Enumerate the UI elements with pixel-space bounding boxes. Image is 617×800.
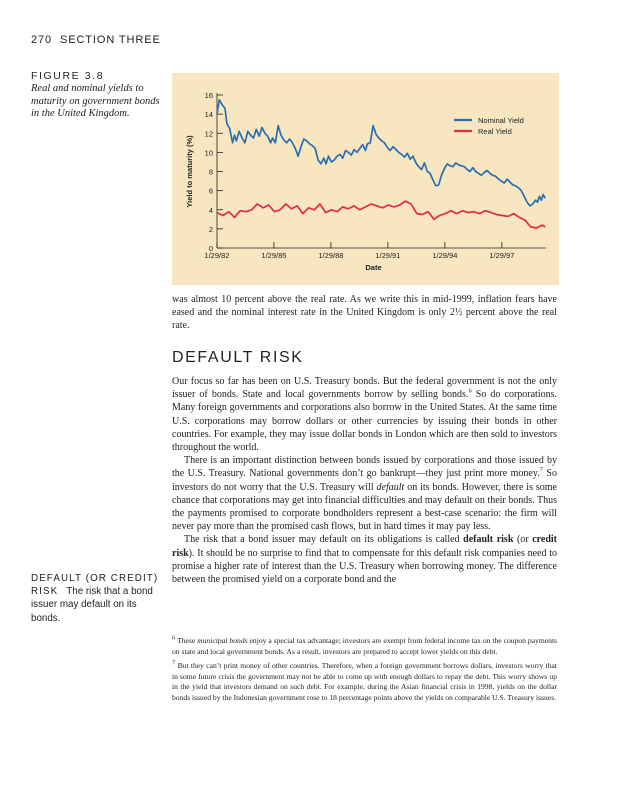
x-tick-label: 1/29/88 — [318, 251, 344, 260]
paragraph-3 — [172, 533, 557, 586]
figure-label: FIGURE 3.8 — [31, 70, 105, 82]
p3-text-a: The risk that a bond issuer may default on its obligations is called — [184, 534, 464, 546]
key-term-credit-risk: credit risk — [172, 534, 558, 559]
footnote-text: enjoy a special tax advantage; investors are exempt from federal income tax on the coupon payments on state and local government bonds. As a result, investors are prepared to accept lower yields on this debt. — [172, 636, 558, 656]
page-number: 270 — [31, 34, 53, 46]
y-tick-label: 14 — [204, 110, 213, 120]
paragraph-2 — [172, 454, 557, 533]
p3-text-c: ). It should be no surprise to find that to compensate for this default risk companies need to promise a higher rate of interest than the U.S. Treasury when borrowing money. The difference between the promised yield on a corporate bond and the — [172, 547, 557, 586]
y-tick-label: 4 — [208, 205, 213, 215]
key-term-default-risk: default risk — [463, 534, 514, 546]
series-line-real-yield — [217, 201, 545, 228]
section-title: DEFAULT RISK — [172, 349, 304, 366]
footnote-emphasis: municipal bonds — [197, 636, 248, 645]
p1-text-b: So do corporations. Many foreign governments and corporations also borrow in the United States. At the same time U.S. corporations may borrow dollars or other currencies by issuing their bonds in other countries. For example, they may issue dollar bonds in London which are then sold to investors throughout the world. — [172, 389, 558, 454]
margin-term-definition: The risk that a bond issuer may default on its bonds. — [31, 586, 153, 624]
figure-caption: Real and nominal yields to maturity on government bonds in the United Kingdom. — [31, 83, 160, 120]
footnote-text: But they can’t print money of other countries. Therefore, when a foreign government borrows dollars, investors worry that in some future crisis the government may not be able to come up with enough dollars to repay the debt. This worry shows up in the yield that investors demand on such debt. For example, during the Asian financial crisis in 1998, yields on the dollar bonds issued by the Indonesian government rose to 18 percentage points above the yields on comparable U.S. Treasury issues. — [172, 661, 557, 702]
x-tick-label: 1/29/97 — [489, 251, 515, 260]
y-tick-label: 16 — [204, 91, 213, 100]
main-body — [172, 375, 557, 586]
y-axis-label: Yield to maturity (%) — [185, 135, 194, 208]
p2-text-c: on its bonds. However, there is some chance that corporations may get into financial difficulties and may default on their bonds. Thus the payments promised to corporate bondholders represent a best-case scenario: the firm will never pay more than the promised cash flows, but in hard times it may pay less. — [172, 481, 557, 533]
margin-term: DEFAULT (OR CREDIT) RISK — [31, 573, 159, 598]
footnote-ref-6[interactable]: 6 — [468, 387, 472, 395]
x-tick-label: 1/29/82 — [204, 251, 230, 260]
x-tick-label: 1/29/94 — [432, 251, 458, 260]
p2-text-b: So investors do not worry that the U.S. Treasury will — [172, 468, 557, 493]
intro-text: was almost 10 percent above the real rate. As we write this in mid-1999, inflation fears have eased and the nominal interest rate in the United Kingdom is only 2½ percent above the real rate. — [172, 294, 557, 332]
y-tick-label: 10 — [204, 148, 213, 158]
p2-emphasis: default — [376, 481, 405, 493]
section-name: SECTION THREE — [59, 34, 161, 46]
x-tick-label: 1/29/85 — [261, 251, 287, 260]
y-tick-label: 6 — [208, 186, 213, 196]
y-tick-label: 0 — [208, 244, 213, 253]
footnotes — [172, 636, 557, 708]
legend-label: Nominal Yield — [478, 116, 524, 125]
footnote-text: These — [177, 636, 198, 645]
y-tick-label: 2 — [208, 224, 213, 234]
y-tick-label: 12 — [204, 129, 213, 139]
x-axis-label: Date — [365, 263, 382, 272]
running-head — [31, 34, 161, 46]
p2-text-a: There is an important distinction between bonds issued by corporations and those issued by the U.S. Treasury. National governments don’t go bankrupt—they just print more money. — [172, 455, 557, 480]
margin-definition — [31, 572, 166, 625]
paragraph-1 — [172, 375, 557, 454]
footnote-ref-7[interactable]: 7 — [539, 467, 543, 475]
p1-text-a: Our focus so far has been on U.S. Treasury bonds. But the federal government is not the only issuer of bonds. State and local governments borrow by selling bonds. — [172, 376, 557, 401]
intro-paragraph — [172, 293, 557, 333]
p3-text-b: (or — [513, 534, 533, 546]
legend-label: Real Yield — [478, 127, 512, 136]
footnote-6 — [172, 636, 557, 657]
figure-chart — [172, 73, 559, 285]
footnote-7 — [172, 661, 557, 703]
y-tick-label: 8 — [208, 167, 213, 177]
footnote-number: 7 — [172, 659, 176, 667]
x-tick-label: 1/29/91 — [375, 251, 401, 260]
footnote-number: 6 — [172, 634, 176, 642]
yield-chart — [172, 73, 559, 285]
